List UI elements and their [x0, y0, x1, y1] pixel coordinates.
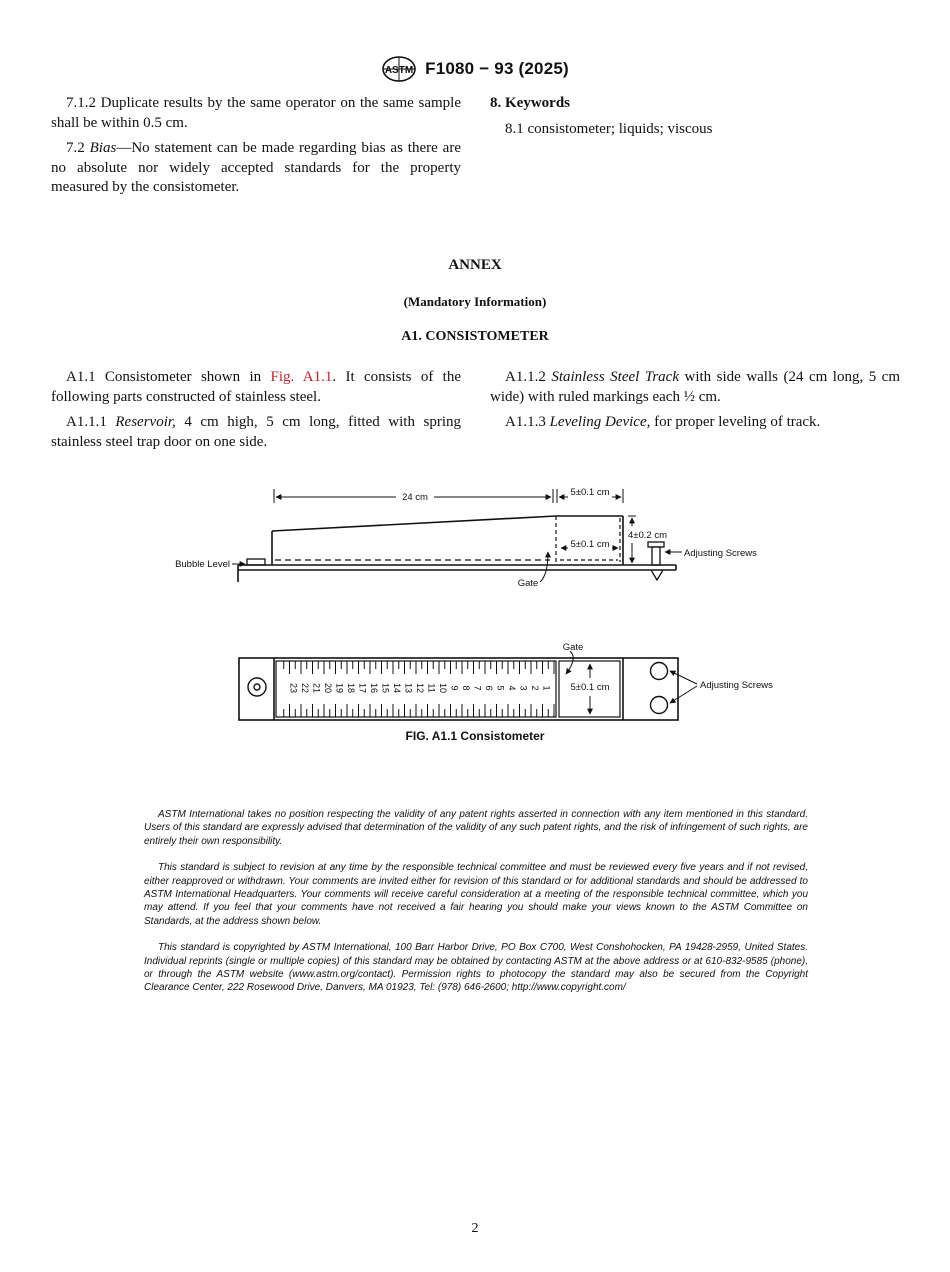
paragraph-number: A1.1.1	[66, 414, 107, 430]
top-view-labels	[563, 642, 773, 693]
paragraph-text: . It consists of the following parts constructed of stainless steel.	[51, 369, 461, 405]
revision-notice: This standard is subject to revision at any time by the responsible technical committee and must be reviewed every five years and if not revised, either reapproved or withdrawn. Your comments are invited either for revision of this standard or for additional standards and should be addressed to ASTM International Headquarters. Your comments will receive careful consideration at a meeting of the responsible technical committee, which you may attend. If you feel that your comments have not received a fair hearing you should make your views known to the ASTM Committee on Standards, at the address shown below.	[144, 862, 808, 927]
scale-number: 6	[483, 685, 494, 691]
copyright-notice: This standard is copyrighted by ASTM International, 100 Barr Harbor Drive, PO Box C700, West Conshohocken, PA 19428-2959, United States. Individual reprints (single or multiple copies) of this standard may be obtained by contacting ASTM at the above address or at 610-832-9585 (phone), or through the ASTM website (www.astm.org/contact). Permission rights to photocopy the standard may also be secured from the Copyright Clearance Center, 222 Rosewood Drive, Danvers, MA 01923, Tel: (978) 646-2600; http://www.copyright.com/	[144, 942, 808, 994]
svg-text:ASTM: ASTM	[384, 65, 414, 76]
term-track: Stainless Steel Track	[551, 369, 679, 385]
adjusting-screws-label: Adjusting Screws	[684, 548, 757, 559]
dimension-height-label: 4±0.2 cm	[628, 530, 668, 541]
scale-number: 10	[437, 682, 448, 694]
section-8-title: 8. Keywords	[490, 95, 570, 111]
term-reservoir: Reservoir,	[115, 414, 176, 430]
scale-number: 23	[288, 682, 299, 694]
scale-number: 9	[449, 685, 460, 691]
scale-number: 18	[345, 682, 356, 694]
paragraph-number: 7.2	[66, 140, 85, 156]
scale-number: 5	[495, 685, 506, 691]
scale-number: 20	[322, 682, 333, 694]
scale-number: 4	[506, 685, 517, 691]
scale-number: 22	[299, 682, 310, 694]
paragraph-number: A1.1.2	[505, 369, 546, 385]
figure-link[interactable]: Fig. A1.1	[270, 369, 333, 385]
scale-number: 16	[368, 682, 379, 694]
scale-number: 15	[380, 682, 391, 694]
paragraph-text: with side walls (24 cm long, 5 cm wide) with ruled markings each ½ cm.	[490, 369, 901, 405]
paragraph-number: A1.1.3	[505, 414, 546, 430]
gate-top-label: Gate	[562, 642, 584, 653]
legal-notices	[144, 808, 808, 995]
paragraph-text: for proper leveling of track.	[650, 414, 821, 430]
scale-number: 3	[518, 685, 529, 691]
term-bias: Bias	[89, 140, 117, 156]
page-number: 2	[471, 1221, 479, 1236]
scale-number: 8	[460, 685, 471, 691]
patent-notice: ASTM International takes no position respecting the validity of any patent rights asserted in connection with any item mentioned in this standard. Users of this standard are expressly advised that determination of the validity of any such patent rights, and the risk of infringement of such rights, are entirely their own responsibility.	[144, 809, 808, 847]
scale-number: 12	[414, 682, 425, 694]
bubble-level-label: Bubble Level	[175, 559, 230, 570]
annex-subtitle: (Mandatory Information)	[403, 294, 547, 309]
paragraph-text: 4 cm high, 5 cm long, fitted with spring stainless steel trap door on one side.	[51, 414, 461, 450]
dimension-width-label: 5±0.1 cm	[570, 682, 610, 693]
side-view-labels	[175, 487, 757, 589]
annex-section-title: A1. CONSISTOMETER	[401, 329, 549, 344]
scale-number: 1	[541, 685, 552, 691]
scale-number: 17	[357, 682, 368, 694]
scale-number: 21	[311, 682, 322, 694]
scale-number: 19	[334, 682, 345, 694]
scale-number: 11	[426, 683, 437, 693]
side-view	[232, 489, 682, 582]
paragraph-7-1-2: 7.1.2 Duplicate results by the same operator on the same sample shall be within 0.5 cm.	[51, 95, 461, 131]
paragraph-text: A1.1 Consistometer shown in	[66, 369, 271, 385]
scale-number: 14	[391, 682, 402, 694]
scale-numbers	[288, 683, 551, 693]
annex-title: ANNEX	[448, 257, 502, 273]
term-leveling-device: Leveling Device,	[549, 414, 651, 430]
figure-caption: FIG. A1.1 Consistometer	[405, 729, 545, 743]
dimension-reservoir-top-label: 5±0.1 cm	[570, 487, 610, 498]
gate-label: Gate	[517, 578, 539, 589]
document-designation: F1080 − 93 (2025)	[425, 59, 569, 78]
scale-number: 7	[472, 685, 483, 691]
paragraph-text: —No statement can be made regarding bias as there are no absolute nor widely accepted standards for the property measured by the consistometer.	[51, 140, 461, 195]
scale-number: 13	[403, 682, 414, 694]
paragraph-8-1: 8.1 consistometer; liquids; viscous	[505, 120, 713, 137]
dimension-length-label: 24 cm	[402, 492, 428, 503]
scale-number: 2	[529, 685, 540, 691]
adjusting-screws-top-label: Adjusting Screws	[700, 680, 773, 691]
dimension-reservoir-inner-label: 5±0.1 cm	[570, 539, 610, 550]
